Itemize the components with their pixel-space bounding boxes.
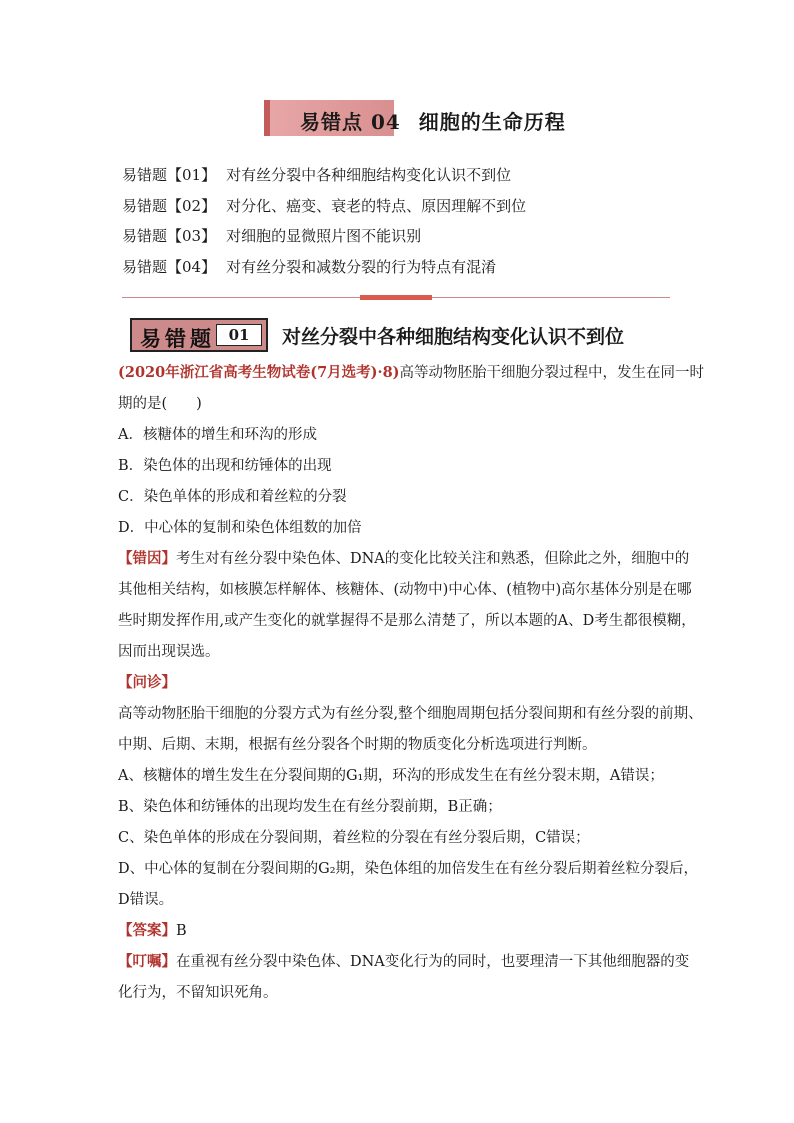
option-a: A．核糖体的增生和环沟的形成 [118,427,317,443]
answer-label: 【答案】 [118,922,176,939]
page-title [300,106,566,135]
toc-item-text: 对有丝分裂中各种细胞结构变化认识不到位 [226,166,512,184]
dingzhu-line [118,949,690,980]
wenzhen-text: 中期、后期、末期，根据有丝分裂各个时期的物质变化分析选项进行判断。 [118,737,597,753]
cuoyin-label: 【错因】 [118,550,176,567]
section-badge [130,318,268,352]
toc-item-label: 易错题【02】 [122,196,217,215]
toc-item [122,162,682,193]
wenzhen-text: D错误。 [118,892,174,908]
cuoyin-text: 些时期发挥作用,或产生变化的就掌握得不是那么清楚了，所以本题的A、D考生都很模糊， [118,613,696,629]
dingzhu-text: 化行为，不留知识死角。 [118,985,278,1001]
cuoyin-text: 考生对有丝分裂中染色体、DNA的变化比较关注和熟悉，但除此之外，细胞中的 [176,551,690,567]
question-stem [118,360,705,391]
toc-item-label: 易错题【01】 [122,166,217,184]
cuoyin-text: 因而出现误选。 [118,644,220,660]
toc-item [122,193,682,224]
dingzhu-text: 在重视有丝分裂中染色体、DNA变化行为的同时，也要理清一下其他细胞器的变 [176,954,690,970]
question-body [118,360,705,1011]
cuoyin-line [118,546,690,577]
wenzhen-label: 【问诊】 [118,674,176,691]
toc-item-label: 易错题【04】 [122,257,217,276]
wenzhen-text: A、核糖体的增生发生在分裂间期的G₁期，环沟的形成发生在有丝分裂末期，A错误； [118,768,664,784]
page-title-banner [264,100,564,136]
wenzhen-label-line [118,670,678,701]
divider-accent [360,295,432,300]
option-d: D．中心体的复制和染色体组数的加倍 [118,520,362,536]
dingzhu-label: 【叮嘱】 [118,953,176,970]
section-header [130,318,690,352]
toc-item [122,223,682,254]
question-stem-cont: 期的是( ) [118,396,202,412]
toc-item-text: 对有丝分裂和减数分裂的行为特点有混淆 [226,257,497,276]
answer-value: B [176,923,187,939]
section-badge-number: 01 [216,324,262,346]
title-main: 细胞的生命历程 [418,110,566,134]
cuoyin-text: 其他相关结构，如核膜怎样解体、核糖体、(动物中)中心体、(植物中)高尔基体分别是在哪 [118,582,692,598]
toc-item-text: 对细胞的显微照片图不能识别 [226,227,422,245]
wenzhen-text: D、中心体的复制在分裂间期的G₂期，染色体组的加倍发生在有丝分裂后期着丝粒分裂后， [118,861,699,877]
toc-item [122,254,682,285]
question-source: (2020年浙江省高考生物试卷(7月选考)·8) [118,364,400,381]
toc-item-text: 对分化、癌变、衰老的特点、原因理解不到位 [226,196,527,215]
toc-list [122,162,682,284]
wenzhen-text: 高等动物胚胎干细胞的分裂方式为有丝分裂,整个细胞周期包括分裂间期和有丝分裂的前期、 [118,706,703,722]
option-b: B．染色体的出现和纺锤体的出现 [118,458,332,474]
section-title: 对丝分裂中各种细胞结构变化认识不到位 [282,326,625,348]
title-prefix: 易错点 04 [300,110,401,134]
option-c: C．染色单体的形成和着丝粒的分裂 [118,489,347,505]
toc-item-label: 易错题【03】 [122,227,217,245]
answer-line [118,918,678,949]
wenzhen-text: C、染色单体的形成在分裂间期，着丝粒的分裂在有丝分裂后期，C错误； [118,830,590,846]
wenzhen-text: B、染色体和纺锤体的出现均发生在有丝分裂前期，B正确； [118,799,502,815]
question-stem-text: 高等动物胚胎干细胞分裂过程中，发生在同一时 [399,365,705,381]
section-badge-word: 易错题 [140,326,215,351]
